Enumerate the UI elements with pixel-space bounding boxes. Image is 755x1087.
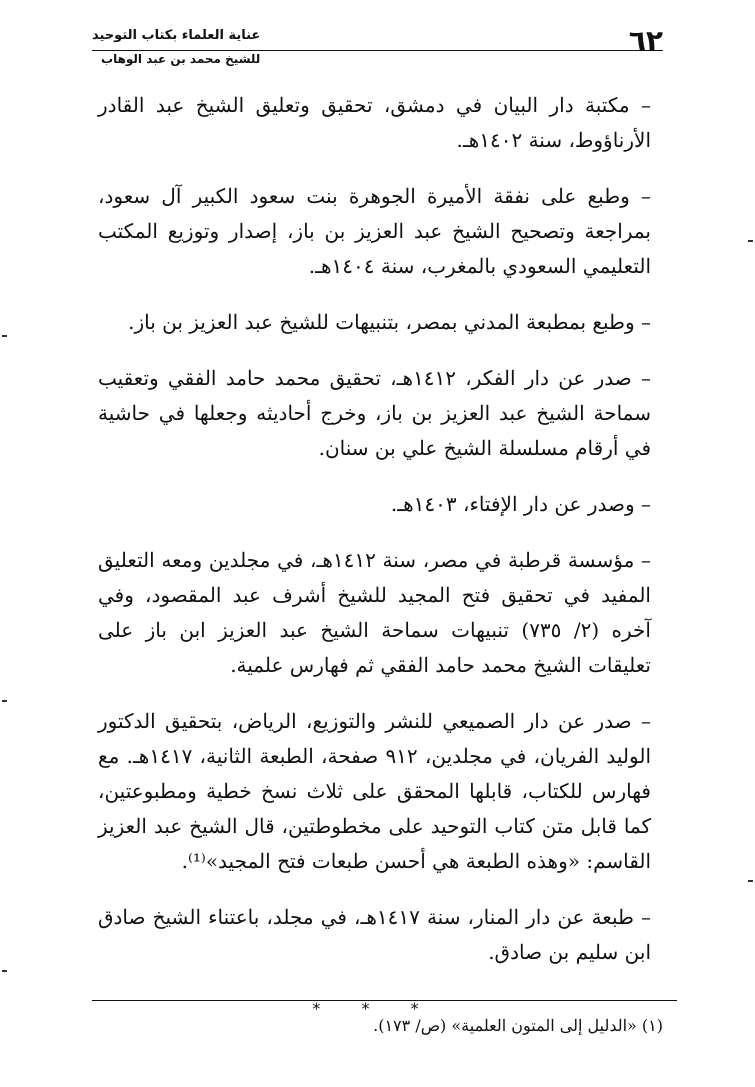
page-header (92, 22, 663, 70)
edition-entry (98, 704, 651, 879)
entry-text: – وصدر عن دار الإفتاء، ١٤٠٣هـ. (390, 492, 651, 516)
edition-entry (98, 179, 651, 284)
edition-entry (98, 361, 651, 466)
section-separator: * * * (312, 999, 437, 1018)
running-title: عناية العلماء بكتاب التوحيد (92, 28, 261, 43)
edition-entry (98, 543, 651, 683)
entry-text: – وطبع على نفقة الأميرة الجوهرة بنت سعود الكبير آل سعود، بمراجعة وتصحيح الشيخ عبد العزيز بن باز، إصدار وتوزيع المكتب التعليمي السعودي بالمغرب، سنة ١٤٠٤هـ. (98, 184, 651, 278)
entry-text: – صدر عن دار الفكر، ١٤١٢هـ، تحقيق محمد حامد الفقي وتعقيب سماحة الشيخ عبد العزيز بن باز، وخرج أحاديثه وجعلها في حاشية في أرقام مسلسلة الشيخ علي بن سنان. (98, 366, 651, 460)
entry-text: – طبعة عن دار المنار، سنة ١٤١٧هـ، في مجلد، باعتناء الشيخ صادق ابن سليم بن صادق. (98, 905, 651, 964)
entry-text: – مكتبة دار البيان في دمشق، تحقيق وتعليق الشيخ عبد القادر الأرناؤوط، سنة ١٤٠٢هـ. (98, 93, 651, 152)
header-rule (92, 50, 663, 51)
edition-entry (98, 88, 651, 158)
scan-margin-mark (2, 335, 7, 337)
scan-margin-mark (2, 700, 7, 702)
scan-margin-mark (748, 880, 753, 882)
footnote: (١) «الدليل إلى المتون العلمية» (ص/ ١٧٣). (373, 1016, 663, 1035)
page-number: ٦٢ (628, 24, 663, 57)
edition-entry (98, 900, 651, 970)
entry-text: – وطبع بمطبعة المدني بمصر، بتنبيهات للشيخ عبد العزيز بن باز. (128, 310, 651, 334)
running-subtitle: للشيخ محمد بن عبد الوهاب (101, 52, 261, 66)
entry-text: – مؤسسة قرطبة في مصر، سنة ١٤١٢هـ، في مجلدين ومعه التعليق المفيد في تحقيق فتح المجيد للشيخ أشرف عبد المقصود، وفي آخره (٢/ ٧٣٥) تنبيهات سماحة الشيخ عبد العزيز ابن باز على تعليقات الشيخ محمد حامد الفقي ثم فهارس علمية. (98, 548, 652, 677)
running-head (92, 26, 260, 69)
scan-margin-mark (748, 240, 753, 242)
edition-entry (98, 487, 651, 522)
scan-margin-mark (2, 970, 7, 972)
edition-entry (98, 305, 651, 340)
footnote-rule (92, 1000, 677, 1001)
page-body (98, 88, 651, 1026)
entry-text: – صدر عن دار الصميعي للنشر والتوزيع، الرياض، بتحقيق الدكتور الوليد الفريان، في مجلدين، ٩١٢ صفحة، الطبعة الثانية، ١٤١٧هـ. مع فهارس للكتاب، قابلها المحقق على ثلاث نسخ خطية ومطبوعتين، كما قابل متن كتاب التوحيد على مخطوطتين، قال الشيخ عبد العزيز القاسم: «وهذه الطبعة هي أحسن طبعات فتح المجيد»⁽¹⁾. (98, 709, 652, 873)
